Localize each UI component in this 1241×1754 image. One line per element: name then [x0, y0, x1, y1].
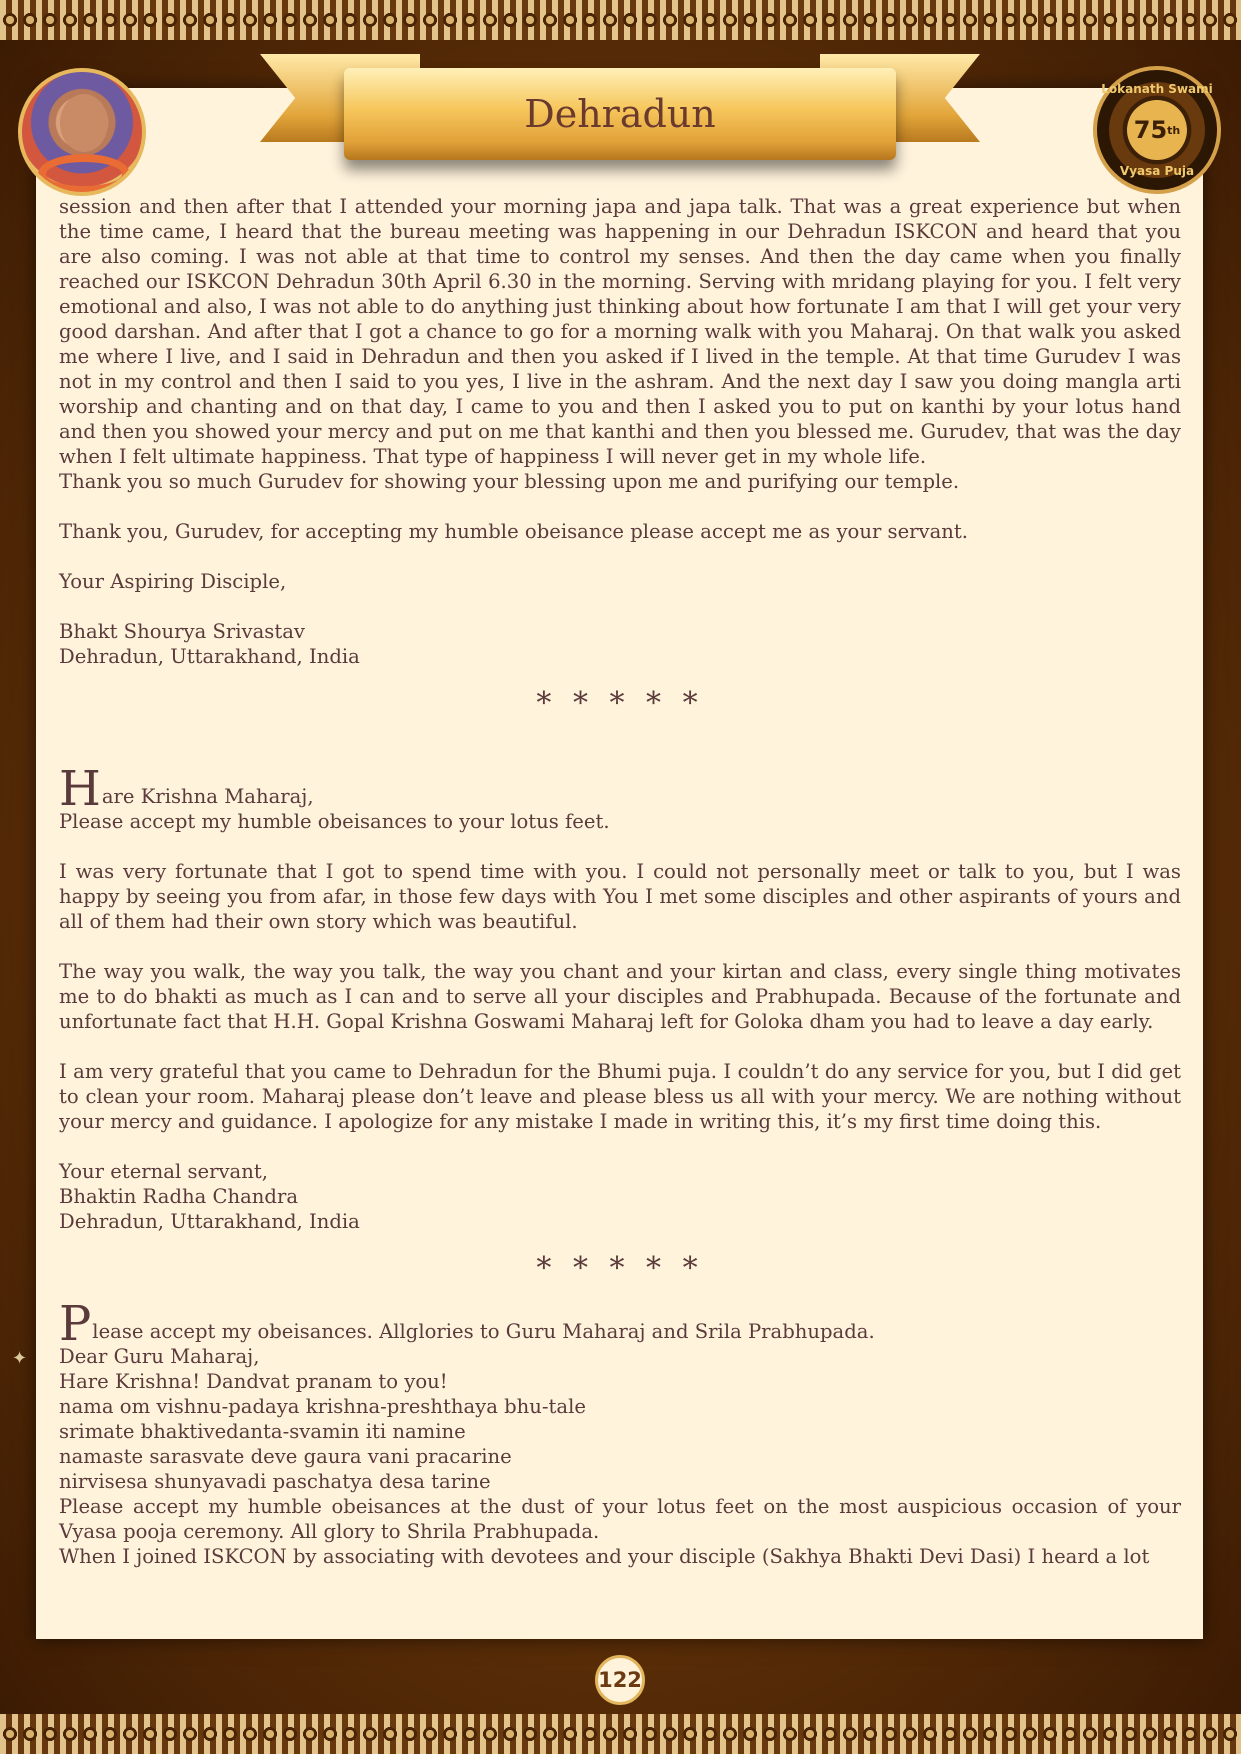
- letter1-closing: Your Aspiring Disciple,: [59, 570, 287, 593]
- seal-center: [1127, 100, 1187, 160]
- letter2-paragraph: The way you walk, the way you talk, the way you chant and your kirtan and class, every single thing motivates me to do bhakti as much as I can and to serve all your disciples and Prabhupada. Because of the fortunate and unfortunate fact that H.H. Gopal Krishna Goswami Maharaj left for Goloka dham you had to leave a day early.: [59, 960, 1181, 1033]
- letter2-greeting: [59, 761, 1181, 817]
- letter3-verse-line: srimate bhaktivedanta-svamin iti namine: [59, 1420, 466, 1443]
- letter2-closing: Your eternal servant,: [59, 1160, 268, 1183]
- letter1-signature-place: Dehradun, Uttarakhand, India: [59, 645, 360, 668]
- greeting-text: lease accept my obeisances. Allglories to Guru Maharaj and Srila Prabhupada.: [92, 1320, 875, 1343]
- letter1-signature-name: Bhakt Shourya Srivastav: [59, 620, 305, 643]
- anniversary-seal-icon: [1093, 66, 1221, 194]
- bottom-decorative-border: [0, 1714, 1241, 1754]
- top-decorative-border: [0, 0, 1241, 40]
- portrait-face: [60, 94, 108, 152]
- seal-top-text: Lokanath Swami: [1101, 82, 1213, 96]
- letter3-line: Dear Guru Maharaj,: [59, 1345, 260, 1368]
- letter2-signature-place: Dehradun, Uttarakhand, India: [59, 1210, 360, 1233]
- letter3-line: Hare Krishna! Dandvat pranam to you!: [59, 1370, 448, 1393]
- letter3-paragraph: Please accept my humble obeisances at the dust of your lotus feet on the most auspicious occasion of your Vyasa pooja ceremony. All glory to Shrila Prabhupada.: [59, 1495, 1181, 1543]
- letter3-verse-line: nama om vishnu-padaya krishna-preshthaya bhu-tale: [59, 1395, 586, 1418]
- seal-suffix: th: [1167, 123, 1181, 137]
- greeting-text: are Krishna Maharaj,: [101, 785, 314, 808]
- letter2-paragraph: I am very grateful that you came to Dehradun for the Bhumi puja. I couldn’t do any service for you, but I did get to clean your room. Maharaj please don’t leave and please bless us all with your mercy. We are nothing without your mercy and guidance. I apologize for any mistake I made in writing this, it’s my first time doing this.: [59, 1060, 1181, 1133]
- title-ribbon: [260, 50, 980, 162]
- portrait-garland: [38, 154, 130, 194]
- dropcap: H: [59, 761, 101, 817]
- seal-number: 75: [1133, 116, 1168, 144]
- letter1-paragraph: Thank you so much Gurudev for showing your blessing upon me and purifying our temple.: [59, 470, 960, 493]
- sparkle-icon: ✦: [12, 1348, 28, 1369]
- letter3-paragraph: When I joined ISKCON by associating with devotees and your disciple (Sakhya Bhakti Devi Dasi) I heard a lot: [59, 1545, 1150, 1568]
- letter2-paragraph: I was very fortunate that I got to spend time with you. I could not personally meet or talk to you, but I was happy by seeing you from afar, in those few days with You I met some disciples and other aspirants of yours and all of them had their own story which was beautiful.: [59, 860, 1181, 933]
- letter3-verse-line: nirvisesa shunyavadi paschatya desa tarine: [59, 1470, 491, 1493]
- dropcap: P: [59, 1296, 92, 1352]
- page-number: 122: [595, 1655, 645, 1705]
- ribbon-banner: [344, 68, 896, 160]
- letter2-paragraph: Please accept my humble obeisances to your lotus feet.: [59, 810, 610, 833]
- letters-content: [59, 194, 1181, 1569]
- guru-portrait-icon: [18, 68, 146, 196]
- seal-bottom-text: Vyasa Puja: [1119, 164, 1195, 178]
- page-title: Dehradun: [524, 92, 716, 136]
- letter3-greeting: [59, 1296, 1181, 1352]
- section-separator: * * * * *: [536, 686, 704, 721]
- section-separator: * * * * *: [536, 1251, 704, 1286]
- letter1-paragraph: session and then after that I attended your morning japa and japa talk. That was a great experience but when the time came, I heard that the bureau meeting was happening in our Dehradun ISKCON and heard that you are also coming. I was not able at that time to control my senses. And then the day came when you finally reached our ISKCON Dehradun 30th April 6.30 in the morning. Serving with mridang playing for you. I felt very emotional and also, I was not able to do anything just thinking about how fortunate I am that I will get your very good darshan. And after that I got a chance to go for a morning walk with you Maharaj. On that walk you asked me where I live, and I said in Dehradun and then you asked if I lived in the temple. At that time Gurudev I was not in my control and then I said to you yes, I live in the ashram. And the next day I saw you doing mangla arti worship and chanting and on that day, I came to you and then I asked you to put on kanthi by your lotus hand and then you showed your mercy and put on me that kanthi and then you blessed me. Gurudev, that was the day when I felt ultimate happiness. That type of happiness I will never get in my whole life.: [59, 195, 1181, 468]
- letter1-paragraph: Thank you, Gurudev, for accepting my humble obeisance please accept me as your servant.: [59, 520, 969, 543]
- letter2-signature-name: Bhaktin Radha Chandra: [59, 1185, 299, 1208]
- letter3-verse-line: namaste sarasvate deve gaura vani pracarine: [59, 1445, 512, 1468]
